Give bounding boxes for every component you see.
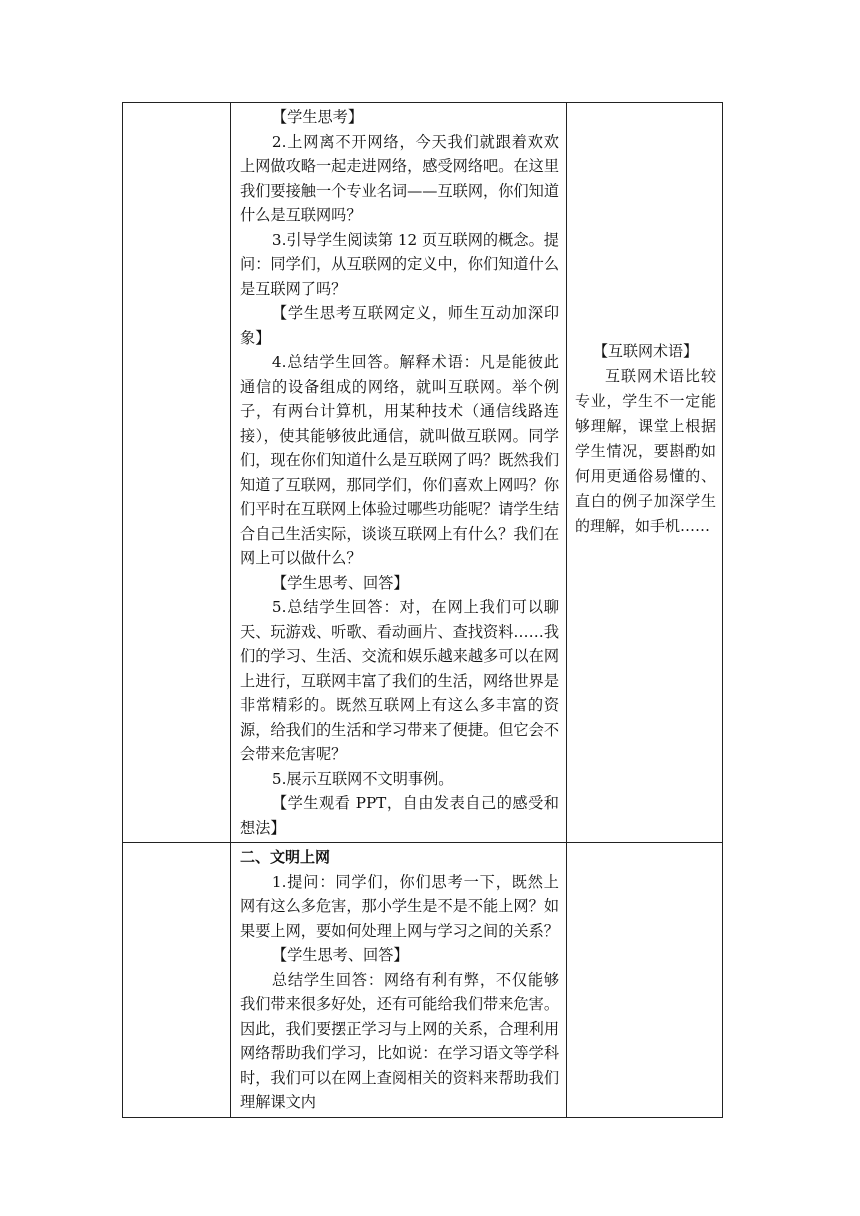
note-title: 【互联网术语】 [592,342,698,360]
paragraph: 【学生思考、回答】 [271,573,409,592]
paragraph: 【学生观看 PPT，自由发表自己的感受和想法】 [240,794,559,837]
stage-cell [123,843,231,1118]
design-note [567,103,722,539]
paragraph: 总结学生回答：网络有利有弊，不仅能够我们带来很多好处，还有可能给我们带来危害。因此，我们要摆正学习与上网的关系，合理利用网络帮助我们学习，比如说：在学习语文等学科时，我们可以在网上查阅相关的资料来帮助我们理解课文内 [240,970,559,1111]
paragraph: 1.提问：同学们，你们思考一下，既然上网有这么多危害，那小学生是不是不能上网？如果要上网，要如何处理上网与学习之间的关系？ [240,872,559,940]
paragraph: 【学生思考、回答】 [271,946,409,964]
note-cell [567,843,723,1118]
paragraph: 【学生思考】 [271,108,364,126]
paragraph: 4.总结学生回答。解释术语：凡是能彼此通信的设备组成的网络，就叫互联网。举个例子，有两台计算机，用某种技术（通信线路连接），使其能够彼此通信，就叫做互联网。同学们，现在你们知道什么是互联网了吗？既然我们知道了互联网，那同学们，你们喜欢上网吗？你们平时在互联网上体验过哪些功能呢？请学生结合自己生活实际，谈谈互联网上有什么？我们在网上可以做什么？ [240,353,559,567]
table-row [123,843,723,1118]
paragraph: 5.总结学生回答：对，在网上我们可以聊天、玩游戏、听歌、看动画片、查找资料……我们的学习、生活、交流和娱乐越来越多可以在网上进行，互联网丰富了我们的生活，网络世界是非常精彩的。既然互联网上有这么多丰富的资源，给我们的生活和学习带来了便捷。但它会不会带来危害呢？ [240,598,559,763]
stage-cell [123,103,231,843]
paragraph: 3.引导学生阅读第 12 页互联网的概念。提问：同学们，从互联网的定义中，你们知道什么是互联网了吗？ [240,230,559,298]
paragraph: 【学生思考互联网定义，师生互动加深印象】 [240,304,559,347]
activity-cell [231,843,567,1118]
activity-cell [231,103,567,843]
section-heading: 二、文明上网 [240,848,331,866]
note-cell [567,103,723,843]
lesson-plan-table [122,102,723,1118]
note-text: 互联网术语比较专业，学生不一定能够理解，课堂上根据学生情况，要斟酌如何用更通俗易懂的、直白的例子加深学生的理解，如手机…… [575,367,716,535]
table-row [123,103,723,843]
paragraph: 5.展示互联网不文明事例。 [271,769,454,788]
activity-content [231,103,566,842]
activity-content [231,843,566,1117]
paragraph: 2.上网离不开网络，今天我们就跟着欢欢上网做攻略一起走进网络，感受网络吧。在这里我们要接触一个专业名词——互联网，你们知道什么是互联网吗？ [240,132,559,224]
